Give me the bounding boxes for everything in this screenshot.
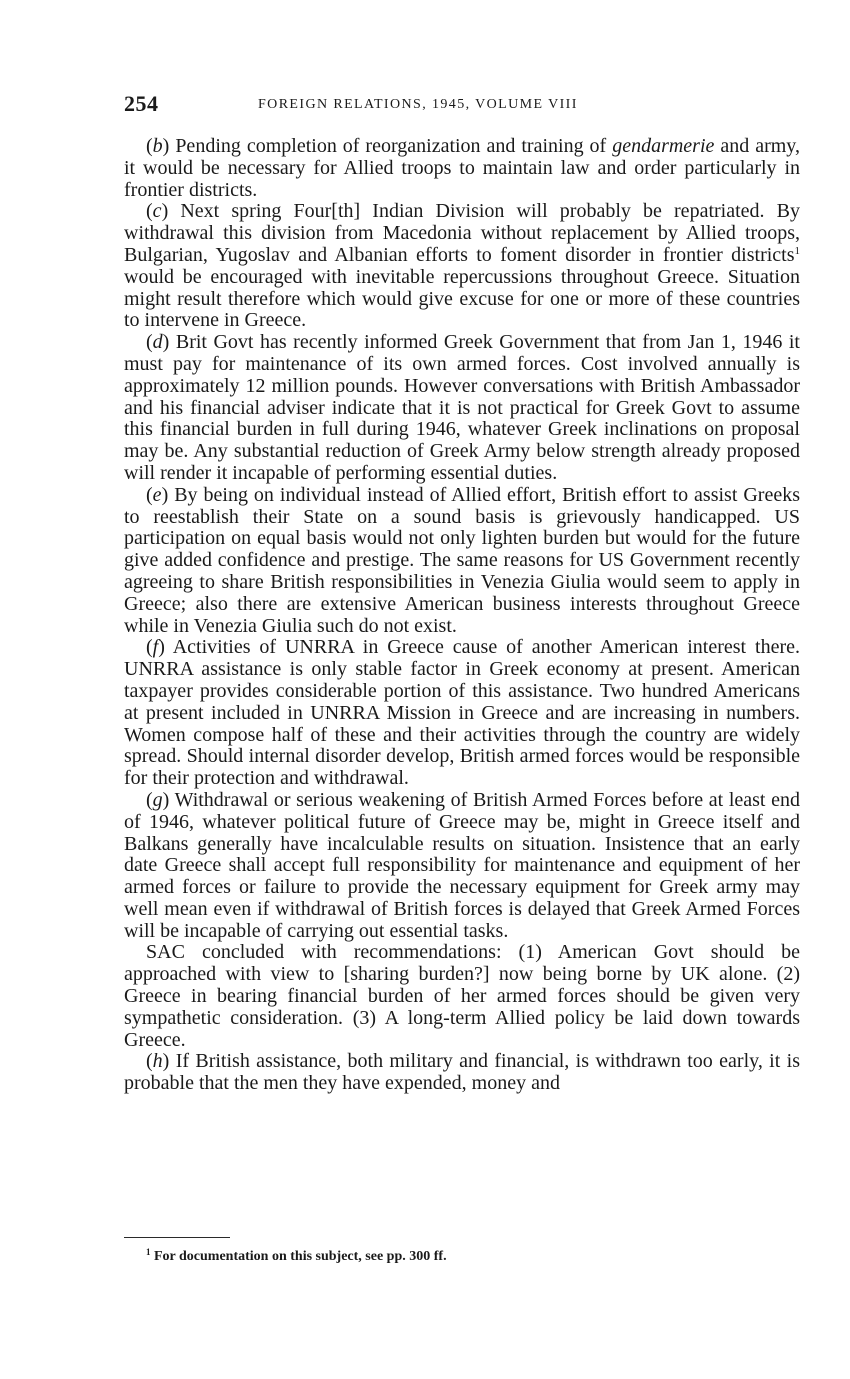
- paragraph-text: By being on individual instead of Allied effort, British effort to assist Greeks to reestablish their State on a sound basis is grievously handicapped. US participation on equal basis would not only lighten burden but would for the future give added confidence and prestige. The same reasons for US Government recently agreeing to share British responsibilities in Venezia Giulia would seem to apply in Greece; also there are extensive American business interests throughout Greece while in Venezia Giulia such do not exist.: [124, 483, 800, 637]
- paragraph-e: (e) By being on individual instead of Allied effort, British effort to assist Greeks to reestablish their State on a sound basis is grievously handicapped. US participation on equal basis would not only lighten burden but would for the future give added confidence and prestige. The same reasons for US Government recently agreeing to share British responsibilities in Venezia Giulia would seem to apply in Greece; also there are extensive American business interests throughout Greece while in Venezia Giulia such do not exist.: [124, 483, 800, 637]
- paragraph-label: h: [152, 1050, 163, 1073]
- paragraph-text: Pending completion of reorganization and training of: [169, 135, 613, 157]
- paragraph-text: would be encouraged with inevitable repercussions throughout Greece. Situation might result therefore which would give excuse for one or more of these countries to intervene in Greece.: [124, 265, 800, 332]
- page-header: [124, 92, 800, 122]
- paragraph-text: Activities of UNRRA in Greece cause of another American interest there. UNRRA assistance is only stable factor in Greek economy at present. American taxpayer provides considerable portion of this assistance. Two hundred Americans at present included in UNRRA Mission in Greece and are increasing in numbers. Women compose half of these and their activities through the country are widely spread. Should internal disorder develop, British armed forces would be responsible for their protection and withdrawal.: [124, 636, 800, 790]
- paragraph-label: d: [152, 331, 163, 354]
- paragraph-text: Withdrawal or serious weakening of British Armed Forces before at least end of 1946, whatever political future of Greece may be, might in Greece itself and Balkans generally have incalculable results on situation. Insistence that an early date Greece shall accept full responsibility for maintenance and equipment of her armed forces or failure to provide the necessary equipment for Greek army may well mean even if withdrawal of British forces is delayed that Greek Armed Forces will be incapable of carrying out essential tasks.: [124, 788, 800, 942]
- paragraph-h: (h) If British assistance, both military and financial, is withdrawn too early, it is probable that the men they have expended, money and: [124, 1050, 800, 1095]
- italic-term: gendarmerie: [612, 135, 715, 157]
- paragraph-f: (f) Activities of UNRRA in Greece cause of another American interest there. UNRRA assistance is only stable factor in Greek economy at present. American taxpayer provides considerable portion of this assistance. Two hundred Americans at present included in UNRRA Mission in Greece and are increasing in numbers. Women compose half of these and their activities through the country are widely spread. Should internal disorder develop, British armed forces would be responsible for their protection and withdrawal.: [124, 636, 800, 790]
- body-text: [124, 136, 800, 1095]
- paragraph-g: (g) Withdrawal or serious weakening of British Armed Forces before at least end of 1946, whatever political future of Greece may be, might in Greece itself and Balkans generally have incalculable results on situation. Insistence that an early date Greece shall accept full responsibility for maintenance and equipment of her armed forces or failure to provide the necessary equipment for Greek army may well mean even if withdrawal of British forces is delayed that Greek Armed Forces will be incapable of carrying out essential tasks.: [124, 788, 800, 942]
- paragraph-text: If British assistance, both military and financial, is withdrawn too early, it is probable that the men they have expended, money and: [124, 1050, 800, 1095]
- paragraph-text: SAC concluded with recommendations: (1) American Govt should be approached with view to [sharing burden?] now being borne by UK alone. (2) Greece in bearing financial burden of her armed forces should be given very sympathetic consideration. (3) A long-term Allied policy be laid down towards Greece.: [124, 941, 800, 1051]
- footnote-text: For documentation on this subject, see pp. 300 ff.: [150, 1249, 447, 1264]
- page-number: 254: [124, 91, 159, 116]
- paragraph-c: (c) Next spring Four[th] Indian Division will probably be repatriated. By withdrawal this division from Macedonia without replacement by Allied troops, Bulgarian, Yugoslav and Albanian efforts to foment disorder in frontier districts$^1$ would be encouraged with inevitable repercussions throughout Greece. Situation might result therefore which would give excuse for one or more of these countries to intervene in Greece.: [124, 200, 800, 332]
- paragraph-label: b: [152, 135, 163, 157]
- paragraph-label: f: [152, 636, 159, 659]
- paragraph-text: and army, it would be necessary for Allied troops to maintain law and order particularly in frontier districts.: [124, 135, 801, 201]
- paragraph-text: Brit Govt has recently informed Greek Government that from Jan 1, 1946 it must pay for maintenance of its own armed forces. Cost involved annually is approximately 12 million pounds. However conversations with British Ambassador and his financial adviser indicate that it is not practical for Greek Govt to assume this financial burden in full during 1946, whatever Greek inclinations on proposal may be. Any substantial reduction of Greek Army below strength already proposed will render it incapable of performing essential duties.: [124, 331, 800, 484]
- paragraph-sac-recommendations: [124, 942, 800, 1051]
- paragraph-label: g: [152, 788, 163, 811]
- paragraph-b: (b) Pending completion of reorganization and training of gendarmerie and army, it would be necessary for Allied troops to maintain law and order particularly in frontier districts.: [124, 135, 801, 201]
- footnote-marker: 1: [146, 1247, 151, 1257]
- running-title: FOREIGN RELATIONS, 1945, VOLUME VIII: [258, 97, 578, 112]
- paragraph-d: (d) Brit Govt has recently informed Greek Government that from Jan 1, 1946 it must pay for maintenance of its own armed forces. Cost involved annually is approximately 12 million pounds. However conversations with British Ambassador and his financial adviser indicate that it is not practical for Greek Govt to assume this financial burden in full during 1946, whatever Greek inclinations on proposal may be. Any substantial reduction of Greek Army below strength already proposed will render it incapable of performing essential duties.: [124, 331, 800, 484]
- footnote-divider: [124, 1237, 230, 1238]
- paragraph-label: e: [152, 483, 162, 506]
- paragraph-text: Next spring Four[th] Indian Division will probably be repatriated. By withdrawal this division from Macedonia without replacement by Allied troops, Bulgarian, Yugoslav and Albanian efforts to foment disorder in frontier districts: [124, 200, 800, 266]
- footnote-reference: 1: [794, 244, 800, 257]
- footnote: [146, 1248, 800, 1266]
- paragraph-label: c: [152, 200, 162, 223]
